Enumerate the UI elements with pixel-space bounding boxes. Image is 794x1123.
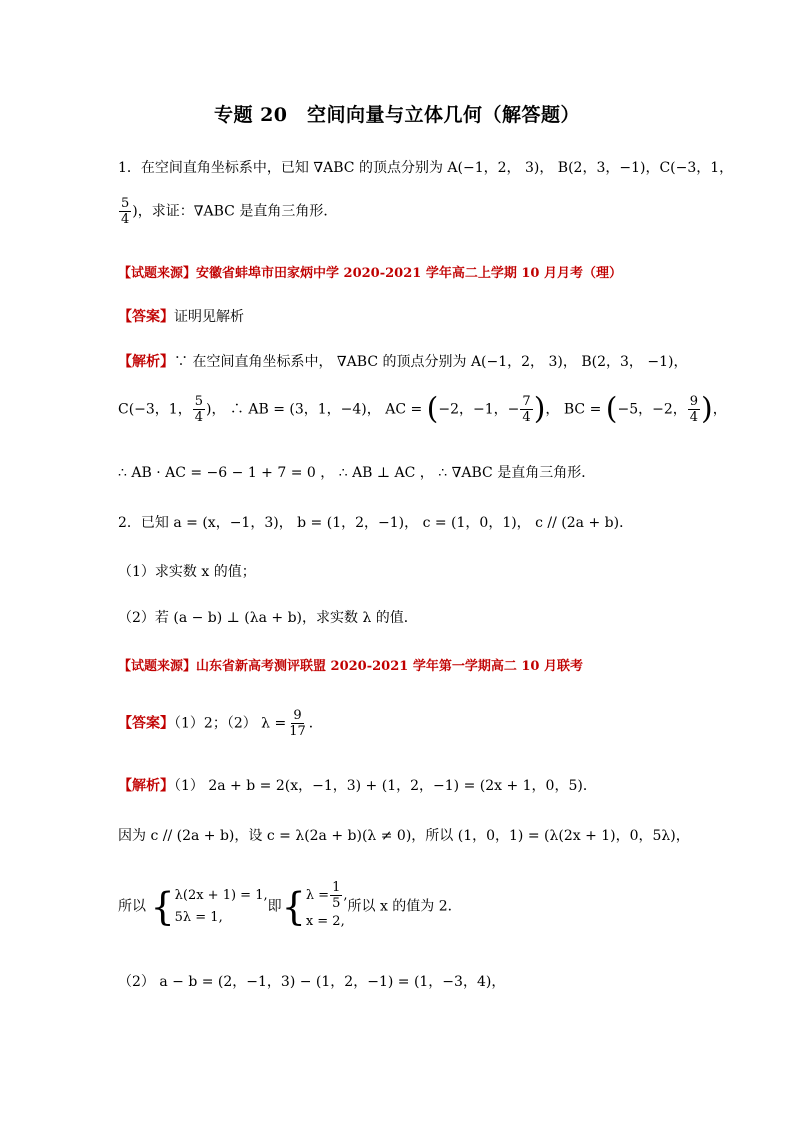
q2-statement: 2．已知 a = (x，−1，3)， b = (1，2，−1)， c = (1，0，1)， c // (2a + b)． <box>118 515 634 531</box>
q2-source-label: 【试题来源】 <box>118 659 197 674</box>
q1-analysis-fraction-c: $\frac{5}{4}$ <box>194 394 203 425</box>
q1-analysis-c-point: C(−3，1， <box>118 401 192 418</box>
q1-analysis-fraction-bc: $\frac{9}{4}$ <box>689 394 699 425</box>
q1-source-label: 【试题来源】 <box>118 266 197 281</box>
q2-system-1: λ(2x + 1) = 1, 5λ = 1, <box>174 887 268 925</box>
q2-system-2: λ = $\frac{1}{5}$ , x = 2, <box>305 880 348 929</box>
q2-conclusion: 所以 x 的值为 2． <box>347 898 462 915</box>
q2-analysis-line1 <box>118 776 597 796</box>
q2-analysis-line3: 所以 { λ(2x + 1) = 1, 5λ = 1, 即{ λ = $\frac{1}{5}$ , x = 2, 所以 x 的值为 2． <box>118 880 462 933</box>
q2-source-text: 山东省新高考测评联盟 2020-2021 学年第一学期高二 10 月联考 <box>196 659 583 674</box>
q1-answer-label: 【答案】 <box>118 309 174 325</box>
q2-answer <box>118 708 323 739</box>
q1-answer <box>118 307 244 327</box>
q2-analysis-text1: （1） 2a + b = 2(x，−1，3) + (1，2，−1) = (2x + 1，0，5)． <box>174 778 597 794</box>
q2-answer-text: （1）2；（2） λ = <box>174 715 287 732</box>
q2-answer-label: 【答案】 <box>118 715 174 732</box>
q1-source <box>118 263 622 284</box>
q2-answer-fraction: $\frac{9}{17}$ <box>289 708 306 739</box>
q1-analysis-comma: ， <box>712 401 727 418</box>
q1-analysis-line1 <box>118 352 687 372</box>
q1-statement-line2 <box>118 196 337 227</box>
q2-namely-label: 即 <box>267 898 282 915</box>
q2-source <box>118 656 583 677</box>
page-title: 专题 20 空间向量与立体几何（解答题） <box>213 104 581 126</box>
q2-so-label: 所以 <box>118 898 146 915</box>
q1-analysis-ab-vector: )， ∴ AB = (3，1，−4)， AC = <box>206 401 427 418</box>
q1-analysis-label: 【解析】 <box>118 354 174 370</box>
q1-analysis-line3: ∴ AB · AC = −6 − 1 + 7 = 0 ， ∴ AB ⊥ AC ， ∴ ∇ABC 是直角三角形． <box>118 465 596 481</box>
q2-part2: （2）若 (a − b) ⊥ (λa + b)，求实数 λ 的值． <box>118 610 418 626</box>
q1-analysis-line2: C(−3，1， $\frac{5}{4}$ )， ∴ AB = (3，1，−4)， AC = (−2，−1，− $\frac{7}{4}$ )， BC = (−5，−2， $\frac{9}{4}$ )， <box>118 391 727 427</box>
q1-analysis-fraction-ac: $\frac{7}{4}$ <box>522 394 531 425</box>
q1-statement-line1: 1．在空间直角坐标系中，已知 ∇ABC 的顶点分别为 A(−1，2， 3)， B(2，3，−1)，C(−3，1， <box>118 160 734 176</box>
q2-answer-end: ． <box>308 715 323 732</box>
q1-statement-tail: )，求证：∇ABC 是直角三角形． <box>132 203 338 220</box>
q2-analysis-label: 【解析】 <box>118 778 174 794</box>
q1-fraction: $\frac{5}{4}$ <box>121 196 130 227</box>
q1-analysis-bc-label: ， BC = <box>545 401 606 418</box>
q1-analysis-bc-vector: −5，−2， <box>617 401 687 418</box>
q2-analysis-line2: 因为 c // (2a + b)，设 c = λ(2a + b)(λ ≠ 0)，所以 (1，0，1) = (λ(2x + 1)，0，5λ)， <box>118 828 690 844</box>
q1-analysis-ac-vector: −2，−1，− <box>438 401 520 418</box>
q2-part1: （1）求实数 x 的值； <box>118 564 256 580</box>
q1-source-text: 安徽省蚌埠市田家炳中学 2020-2021 学年高二上学期 10 月月考（理） <box>196 266 622 281</box>
q2-analysis-line4: （2） a − b = (2，−1，3) − (1，2，−1) = (1，−3，4)， <box>118 974 506 990</box>
q1-analysis-text1: ∵ 在空间直角坐标系中， ∇ABC 的顶点分别为 A(−1，2， 3)， B(2，3， −1)， <box>174 354 688 370</box>
q1-answer-text: 证明见解析 <box>174 309 244 325</box>
